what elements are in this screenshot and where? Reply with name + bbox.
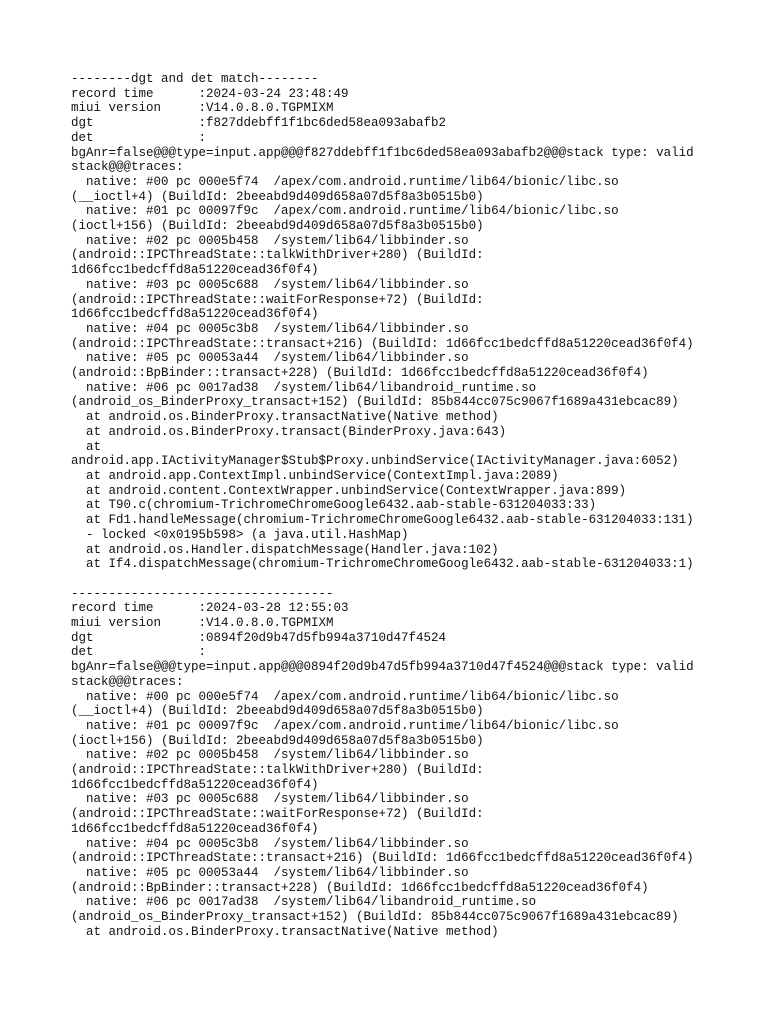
log-document [71, 72, 761, 939]
log-line: bgAnr=false@@@type=input.app@@@f827ddebff1f1bc6ded58ea093abafb2@@@stack type: valid [71, 145, 694, 160]
log-line: native: #02 pc 0005b458 /system/lib64/libbinder.so [71, 748, 469, 763]
log-line: at android.os.BinderProxy.transactNative(Native method) [71, 410, 499, 425]
log-line: native: #04 pc 0005c3b8 /system/lib64/libbinder.so [71, 321, 469, 336]
log-line: native: #01 pc 00097f9c /apex/com.android.runtime/lib64/bionic/libc.so [71, 204, 619, 219]
log-line [71, 572, 761, 587]
log-line: (android::IPCThreadState::waitForResponse+72) (BuildId: [71, 807, 484, 822]
log-line: stack@@@traces: [71, 160, 184, 175]
log-line: 1d66fcc1bedcffd8a51220cead36f0f4) [71, 263, 319, 278]
log-line: record time :2024-03-28 12:55:03 [71, 601, 349, 616]
log-line: det : [71, 130, 207, 145]
log-line: record time :2024-03-24 23:48:49 [71, 86, 349, 101]
log-line: dgt :0894f20d9b47d5fb994a3710d47f4524 [71, 630, 447, 645]
log-line: det : [71, 645, 207, 660]
log-line: 1d66fcc1bedcffd8a51220cead36f0f4) [71, 821, 319, 836]
log-line: native: #05 pc 00053a44 /system/lib64/libbinder.so [71, 351, 469, 366]
log-line: native: #03 pc 0005c688 /system/lib64/libbinder.so [71, 792, 469, 807]
log-line: (android::BpBinder::transact+228) (BuildId: 1d66fcc1bedcffd8a51220cead36f0f4) [71, 366, 649, 381]
log-line: native: #00 pc 000e5f74 /apex/com.android.runtime/lib64/bionic/libc.so [71, 689, 619, 704]
log-line: at android.os.Handler.dispatchMessage(Handler.java:102) [71, 542, 499, 557]
log-line: native: #05 pc 00053a44 /system/lib64/libbinder.so [71, 865, 469, 880]
log-line: (android::IPCThreadState::talkWithDriver+280) (BuildId: [71, 763, 484, 778]
log-line: native: #02 pc 0005b458 /system/lib64/libbinder.so [71, 233, 469, 248]
log-line: stack@@@traces: [71, 674, 184, 689]
log-line: 1d66fcc1bedcffd8a51220cead36f0f4) [71, 307, 319, 322]
log-line: miui version :V14.0.8.0.TGPMIXM [71, 616, 334, 630]
log-line: native: #06 pc 0017ad38 /system/lib64/libandroid_runtime.so [71, 380, 537, 395]
log-line: (android::IPCThreadState::waitForResponse+72) (BuildId: [71, 292, 484, 307]
log-line: native: #00 pc 000e5f74 /apex/com.android.runtime/lib64/bionic/libc.so [71, 174, 619, 189]
log-line: (ioctl+156) (BuildId: 2beeabd9d409d658a07d5f8a3b0515b0) [71, 733, 484, 748]
log-line: --------dgt and det match-------- [71, 72, 319, 86]
log-line: dgt :f827ddebff1f1bc6ded58ea093abafb2 [71, 116, 447, 131]
log-line: (android::IPCThreadState::transact+216) (BuildId: 1d66fcc1bedcffd8a51220cead36f0f4) [71, 851, 694, 866]
log-line: - locked <0x0195b598> (a java.util.HashMap) [71, 527, 409, 542]
log-line: 1d66fcc1bedcffd8a51220cead36f0f4) [71, 777, 319, 792]
log-line: at android.os.BinderProxy.transact(BinderProxy.java:643) [71, 424, 507, 439]
log-line: android.app.IActivityManager$Stub$Proxy.unbindService(IActivityManager.java:6052) [71, 454, 679, 469]
log-line: (android_os_BinderProxy_transact+152) (BuildId: 85b844cc075c9067f1689a431ebcac89) [71, 395, 679, 410]
log-line: bgAnr=false@@@type=input.app@@@0894f20d9b47d5fb994a3710d47f4524@@@stack type: valid [71, 660, 694, 675]
log-line: (android::IPCThreadState::transact+216) (BuildId: 1d66fcc1bedcffd8a51220cead36f0f4) [71, 336, 694, 351]
log-line: (android_os_BinderProxy_transact+152) (BuildId: 85b844cc075c9067f1689a431ebcac89) [71, 910, 679, 925]
log-line: (android::IPCThreadState::talkWithDriver+280) (BuildId: [71, 248, 484, 263]
log-line: at Fd1.handleMessage(chromium-TrichromeChromeGoogle6432.aab-stable-631204033:131) [71, 513, 694, 528]
log-line: at android.content.ContextWrapper.unbindService(ContextWrapper.java:899) [71, 483, 627, 498]
log-line: native: #06 pc 0017ad38 /system/lib64/libandroid_runtime.so [71, 895, 537, 910]
log-line: native: #03 pc 0005c688 /system/lib64/libbinder.so [71, 277, 469, 292]
log-line: (ioctl+156) (BuildId: 2beeabd9d409d658a07d5f8a3b0515b0) [71, 219, 484, 234]
log-line: miui version :V14.0.8.0.TGPMIXM [71, 101, 334, 116]
log-line: (android::BpBinder::transact+228) (BuildId: 1d66fcc1bedcffd8a51220cead36f0f4) [71, 880, 649, 895]
log-line: (__ioctl+4) (BuildId: 2beeabd9d409d658a07d5f8a3b0515b0) [71, 704, 484, 719]
log-line: native: #04 pc 0005c3b8 /system/lib64/libbinder.so [71, 836, 469, 851]
log-line: at [71, 439, 102, 454]
log-line: native: #01 pc 00097f9c /apex/com.android.runtime/lib64/bionic/libc.so [71, 718, 619, 733]
log-line: at android.os.BinderProxy.transactNative(Native method) [71, 924, 499, 939]
log-line: (__ioctl+4) (BuildId: 2beeabd9d409d658a07d5f8a3b0515b0) [71, 189, 484, 204]
log-line: at T90.c(chromium-TrichromeChromeGoogle6432.aab-stable-631204033:33) [71, 498, 597, 513]
log-line: ----------------------------------- [71, 586, 334, 601]
log-line: at android.app.ContextImpl.unbindService(ContextImpl.java:2089) [71, 468, 559, 483]
log-line: at If4.dispatchMessage(chromium-TrichromeChromeGoogle6432.aab-stable-631204033:1) [71, 557, 694, 572]
